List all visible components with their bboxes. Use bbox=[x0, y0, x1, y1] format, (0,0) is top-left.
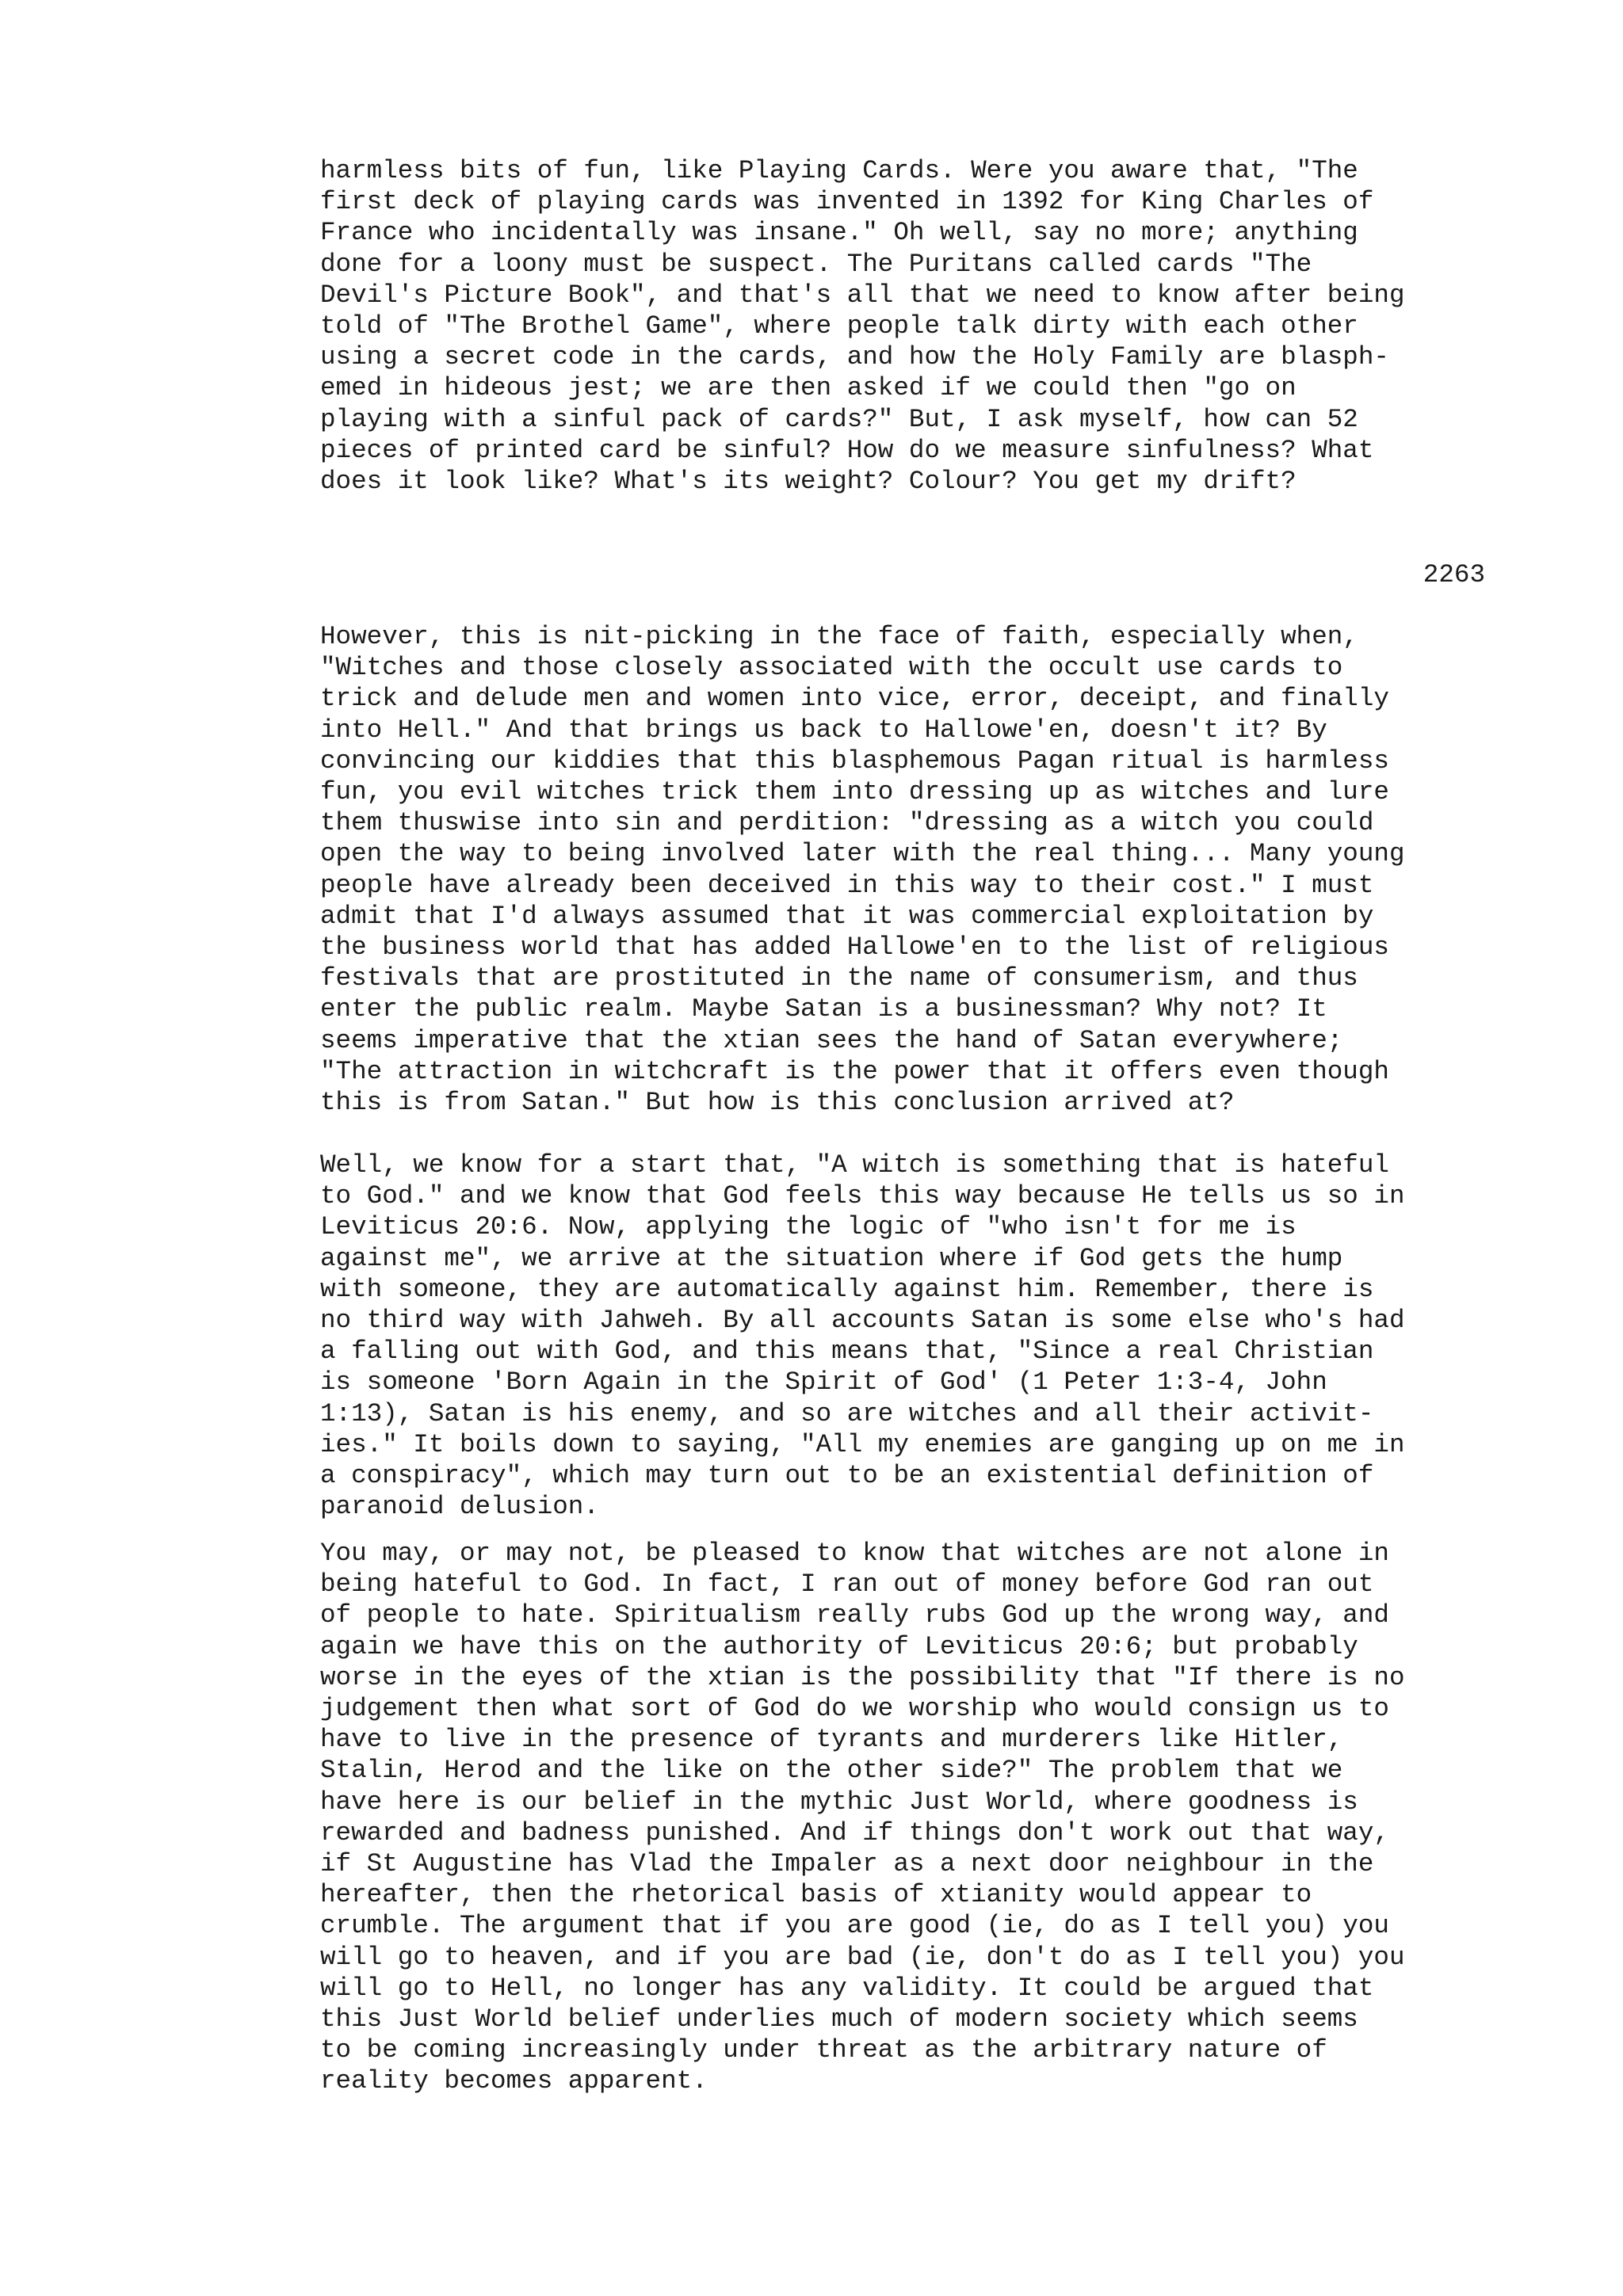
paragraph-just-world: You may, or may not, be pleased to know that witches are not alone in being hateful to God. In fact, I ran out of money before God ran out of people to hate. Spiritualism really rubs God up the wrong way, and again we have this on the authority of Leviticus 20:6; but probably worse in the eyes of the xtian is the possibility that "If there is no judgement then what sort of God do we worship who would consign us to have to live in the presence of tyrants and murderers like Hitler, Stalin, Herod and the like on the other side?" The problem that we have here is our belief in the mythic Just World, where goodness is rewarded and badness punished. And if things don't work out that way, if St Augustine has Vlad the Impaler as a next door neighbour in the hereafter, then the rhetorical basis of xtianity would appear to crumble. The argument that if you are good (ie, do as I tell you) you will go to heaven, and if you are bad (ie, don't do as I tell you) you will go to Hell, no longer has any validity. It could be argued that this Just World belief underlies much of modern society which seems to be coming increasingly under threat as the arbitrary nature of reality becomes apparent. bbox=[320, 1539, 1405, 2096]
paragraph-faith: However, this is nit-picking in the face of faith, especially when, "Witches and those closely associated with the occult use cards to trick and delude men and women into vice, error, deceipt, and finally into Hell." And that brings us back to Hallowe'en, doesn't it? By convincing our kiddies that this blasphemous Pagan ritual is harmless fun, you evil witches trick them into dressing up as witches and lure them thuswise into sin and perdition: "dressing as a witch you could open the way to being involved later with the real thing... Many young people have already been deceived in this way to their cost." I must admit that I'd always assumed that it was commercial exploitation by the business world that has added Hallowe'en to the list of religious festivals that are prostituted in the name of consumerism, and thus enter the public realm. Maybe Satan is a businessman? Why not? It seems imperative that the xtian sees the hand of Satan everywhere; "The attraction in witchcraft is the power that it offers even though this is from Satan." But how is this conclusion arrived at? bbox=[320, 622, 1405, 1118]
page-number: 2263 bbox=[1423, 560, 1485, 589]
continued-paragraph: harmless bits of fun, like Playing Cards. Were you aware that, "The first deck of playing cards was invented in 1392 for King Charles of France who incidentally was insane." Oh well, say no more; anything done for a loony must be suspect. The Puritans called cards "The Devil's Picture Book", and that's all that we need to know after being told of "The Brothel Game", where people talk dirty with each other using a secret code in the cards, and how the Holy Family are blasph- emed in hideous jest; we are then asked if we could then "go on playing with a sinful pack of cards?" But, I ask myself, how can 52 pieces of printed card be sinful? How do we measure sinfulness? What does it look like? What's its weight? Colour? You get my drift? bbox=[320, 156, 1405, 497]
paragraph-witch-hateful: Well, we know for a start that, "A witch is something that is hateful to God." and we know that God feels this way because He tells us so in Leviticus 20:6. Now, applying the logic of "who isn't for me is against me", we arrive at the situation where if God gets the hump with someone, they are automatically against him. Remember, there is no third way with Jahweh. By all accounts Satan is some else who's had a falling out with God, and this means that, "Since a real Christian is someone 'Born Again in the Spirit of God' (1 Peter 1:3-4, John 1:13), Satan is his enemy, and so are witches and all their activit- ies." It boils down to saying, "All my enemies are ganging up on me in a conspiracy", which may turn out to be an existential definition of paranoid delusion. bbox=[320, 1150, 1405, 1522]
